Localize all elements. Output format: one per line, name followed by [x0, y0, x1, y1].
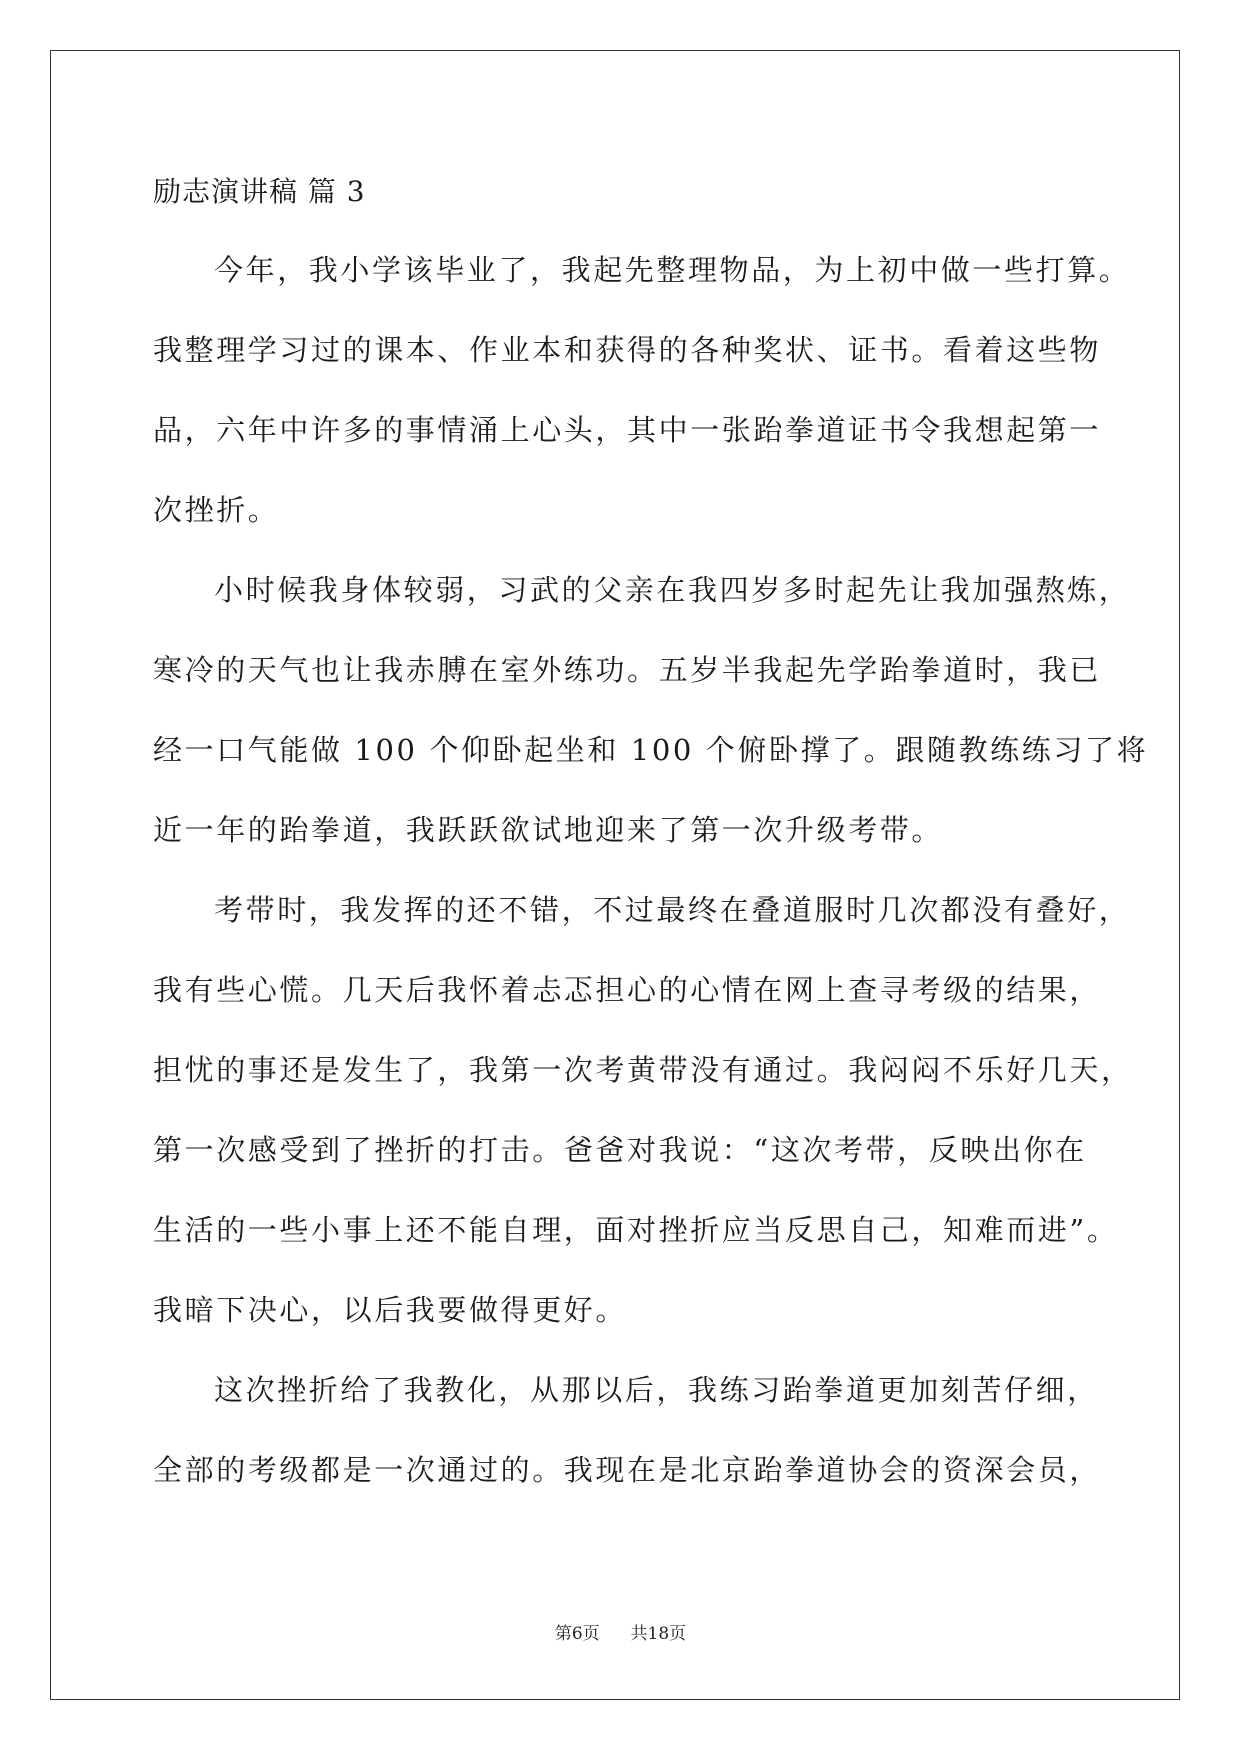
paragraph-line: 第一次感受到了挫折的打击。爸爸对我说：“这次考带，反映出你在	[153, 1133, 1087, 1167]
paragraph-line: 次挫折。	[153, 493, 280, 527]
paragraph-line: 全部的考级都是一次通过的。我现在是北京跆拳道协会的资深会员，	[153, 1453, 1102, 1487]
section-heading: 励志演讲稿 篇 3	[153, 175, 366, 208]
page-footer	[0, 1622, 1241, 1646]
paragraph-line: 近一年的跆拳道，我跃跃欲试地迎来了第一次升级考带。	[153, 813, 944, 847]
paragraph-line: 今年，我小学该毕业了，我起先整理物品，为上初中做一些打算。	[214, 253, 1131, 287]
page-number-current: 第6页	[554, 1624, 600, 1644]
page-number-total: 共18页	[630, 1624, 687, 1644]
paragraph-line: 品，六年中许多的事情涌上心头，其中一张跆拳道证书令我想起第一	[153, 413, 1102, 447]
paragraph-line: 担忧的事还是发生了，我第一次考黄带没有通过。我闷闷不乐好几天，	[153, 1053, 1133, 1087]
paragraph-line: 寒冷的天气也让我赤膊在室外练功。五岁半我起先学跆拳道时，我已	[153, 653, 1102, 687]
paragraph-line: 我整理学习过的课本、作业本和获得的各种奖状、证书。看着这些物	[153, 333, 1102, 367]
paragraph-line: 我暗下决心，以后我要做得更好。	[153, 1293, 628, 1327]
paragraph-line: 生活的一些小事上还不能自理，面对挫折应当反思自己，知难而进”。	[153, 1213, 1119, 1247]
paragraph-line: 这次挫折给了我教化，从那以后，我练习跆拳道更加刻苦仔细，	[214, 1373, 1099, 1407]
paragraph-line: 考带时，我发挥的还不错，不过最终在叠道服时几次都没有叠好，	[214, 893, 1131, 927]
paragraph-line: 我有些心慌。几天后我怀着忐忑担心的心情在网上查寻考级的结果，	[153, 973, 1102, 1007]
paragraph-line: 小时候我身体较弱，习武的父亲在我四岁多时起先让我加强熬炼，	[214, 573, 1131, 607]
paragraph-line: 经一口气能做 100 个仰卧起坐和 100 个俯卧撑了。跟随教练练习了将	[153, 733, 1149, 767]
